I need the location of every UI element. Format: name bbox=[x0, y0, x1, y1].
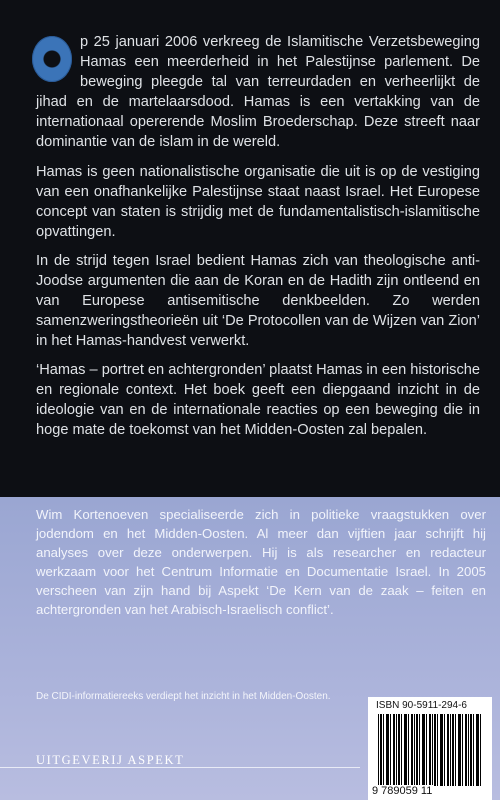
barcode-block bbox=[368, 697, 492, 800]
blurb-paragraph-4: ‘Hamas – portret en achtergronden’ plaatst Hamas in een historische en regionale context. Het boek geeft een diepgaand inzicht in de ideologie van en de internationale reacties op een beweging die in hoge mate de toekomst van het Midden-Oosten zal bepalen. bbox=[36, 362, 480, 438]
blurb-paragraph-3: In de strijd tegen Israel bedient Hamas zich van theologische anti-Joodse argumenten die aan de Koran en de Hadith zijn ontleend en van Europese antisemitische denkbeelden. Zo werden samenzweringstheorieën uit ‘De Protocollen van de Wijzen van Zion’ in het Hamas-handvest verwerkt. bbox=[36, 253, 480, 349]
author-section bbox=[0, 497, 500, 800]
blurb-paragraph-1-text: p 25 januari 2006 verkreeg de Islamitische Verzetsbeweging Hamas een meerderheid in het Palestijnse parlement. De beweging pleegde tal van terreurdaden en verheerlijkt de jihad en de martelaarsdood. Hamas is een vertakking van de internationaal opererende Moslim Broederschap. Deze streeft naar dominantie van de islam in de wereld. bbox=[36, 34, 480, 150]
ean-number: 9 789059 11 bbox=[372, 785, 433, 797]
author-bio: Wim Kortenoeven specialiseerde zich in politieke vraagstukken over jodendom en het Midden-Oosten. Al meer dan vijftien jaar schrijft hij analyses over deze onderwerpen. Hij is als researcher en redacteur werkzaam voor het Centrum Informatie en Documentatie Israel. In 2005 verscheen van zijn hand bij Aspekt ‘De Kern van de zaak – feiten en achtergronden van het Arabisch-Israelisch conflict’. bbox=[36, 507, 486, 617]
series-note: De CIDI-informatiereeks verdiept het inzicht in het Midden-Oosten. bbox=[36, 691, 331, 702]
publisher-rule bbox=[0, 767, 360, 768]
isbn-label: ISBN 90-5911-294-6 bbox=[376, 700, 467, 711]
barcode-icon bbox=[378, 714, 482, 786]
publisher-name: UITGEVERIJ ASPEKT bbox=[36, 753, 185, 767]
blurb-paragraph-2: Hamas is geen nationalistische organisatie die uit is op de vestiging van een onafhankelijke Palestijnse staat naast Israel. Het Europese concept van staten is strijdig met de fundamentalistisch-islamitische opvattingen. bbox=[36, 164, 480, 240]
dropcap-o bbox=[32, 36, 72, 82]
blurb-paragraph-1 bbox=[36, 32, 480, 152]
